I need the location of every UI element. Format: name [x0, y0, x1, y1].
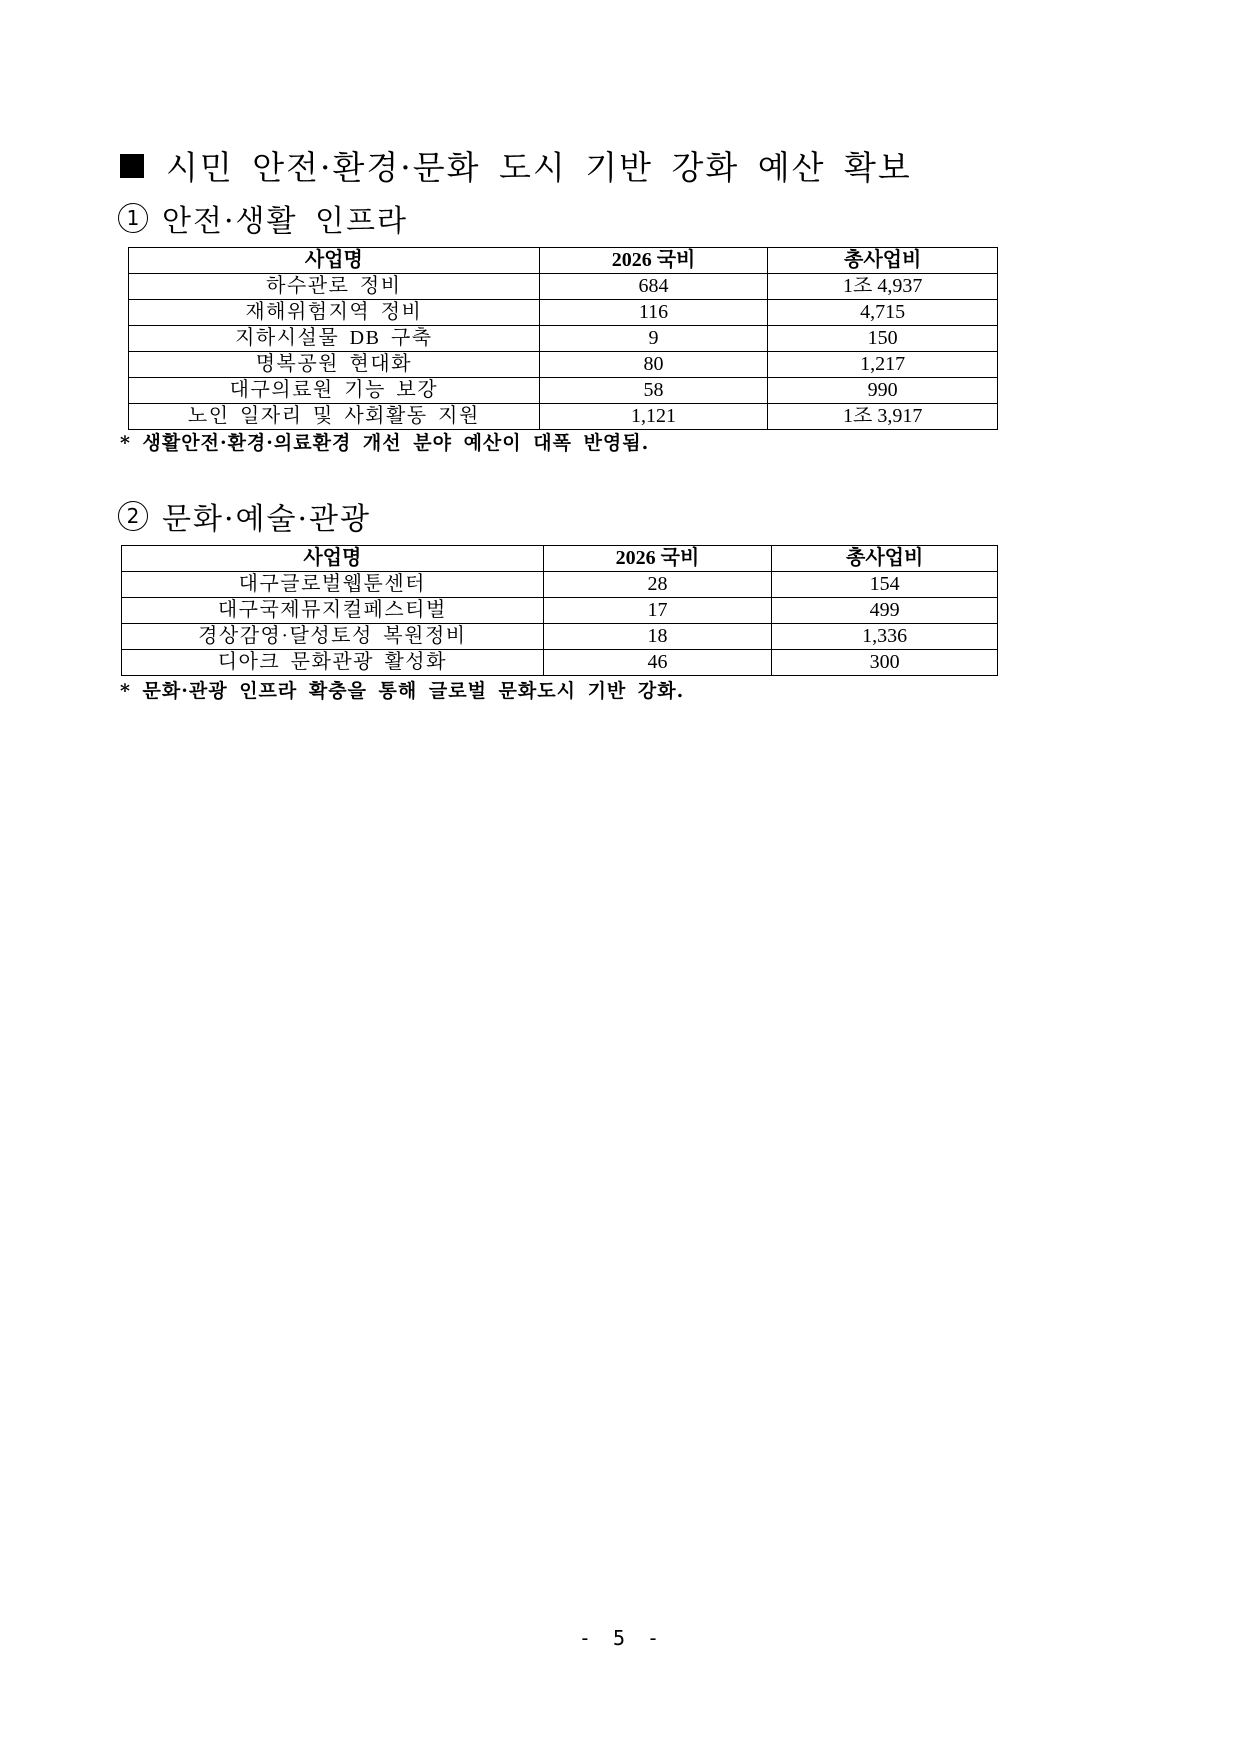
table-row — [122, 572, 998, 598]
total-cost-cell: 4,715 — [768, 300, 998, 326]
national-budget-cell: 116 — [539, 300, 768, 326]
table-row — [129, 326, 998, 352]
section-2-title: 문화·예술·관광 — [162, 502, 371, 537]
culture-tourism-table — [121, 545, 998, 676]
national-budget-cell: 9 — [539, 326, 768, 352]
national-budget-cell: 28 — [543, 572, 772, 598]
total-cost-cell: 150 — [768, 326, 998, 352]
total-cost-cell: 154 — [772, 572, 998, 598]
header-2026-national-budget: 2026 국비 — [539, 248, 768, 274]
section-2-heading — [118, 494, 371, 538]
table-row — [122, 650, 998, 676]
national-budget-cell: 80 — [539, 352, 768, 378]
project-name-cell: 대구국제뮤지컬페스티벌 — [122, 598, 544, 624]
national-budget-cell: 58 — [539, 378, 768, 404]
project-name-cell: 하수관로 정비 — [129, 274, 540, 300]
section-2-note: * 문화·관광 인프라 확충을 통해 글로벌 문화도시 기반 강화. — [120, 680, 685, 702]
project-name-cell: 지하시설물 DB 구축 — [129, 326, 540, 352]
national-budget-cell: 684 — [539, 274, 768, 300]
table-header-row — [122, 546, 998, 572]
table-row — [129, 378, 998, 404]
total-cost-cell: 1조 3,917 — [768, 404, 998, 430]
national-budget-cell: 18 — [543, 624, 772, 650]
national-budget-cell: 17 — [543, 598, 772, 624]
table-row — [122, 624, 998, 650]
header-project-name: 사업명 — [129, 248, 540, 274]
circled-number-icon: 1 — [118, 203, 148, 233]
section-1-note: * 생활안전·환경·의료환경 개선 분야 예산이 대폭 반영됨. — [120, 432, 650, 454]
table-row — [129, 404, 998, 430]
total-cost-cell: 990 — [768, 378, 998, 404]
project-name-cell: 경상감영·달성토성 복원정비 — [122, 624, 544, 650]
project-name-cell: 대구의료원 기능 보강 — [129, 378, 540, 404]
circled-number-icon: 2 — [118, 501, 148, 531]
project-name-cell: 디아크 문화관광 활성화 — [122, 650, 544, 676]
header-total-project-cost: 총사업비 — [772, 546, 998, 572]
header-2026-national-budget: 2026 국비 — [543, 546, 772, 572]
black-square-icon — [120, 154, 144, 178]
table-header-row — [129, 248, 998, 274]
section-1-title: 안전·생활 인프라 — [162, 204, 408, 239]
total-cost-cell: 499 — [772, 598, 998, 624]
total-cost-cell: 1,336 — [772, 624, 998, 650]
section-1-heading — [118, 196, 408, 240]
table-row — [122, 598, 998, 624]
project-name-cell: 대구글로벌웹툰센터 — [122, 572, 544, 598]
national-budget-cell: 46 — [543, 650, 772, 676]
header-project-name: 사업명 — [122, 546, 544, 572]
total-cost-cell: 1,217 — [768, 352, 998, 378]
national-budget-cell: 1,121 — [539, 404, 768, 430]
project-name-cell: 명복공원 현대화 — [129, 352, 540, 378]
main-heading-text: 시민 안전·환경·문화 도시 기반 강화 예산 확보 — [166, 148, 912, 187]
table-row — [129, 300, 998, 326]
project-name-cell: 노인 일자리 및 사회활동 지원 — [129, 404, 540, 430]
page-number: - 5 - — [578, 1626, 662, 1650]
table-row — [129, 274, 998, 300]
safety-infrastructure-table — [128, 247, 998, 430]
total-cost-cell: 300 — [772, 650, 998, 676]
project-name-cell: 재해위험지역 정비 — [129, 300, 540, 326]
table-row — [129, 352, 998, 378]
header-total-project-cost: 총사업비 — [768, 248, 998, 274]
main-heading — [120, 142, 912, 189]
total-cost-cell: 1조 4,937 — [768, 274, 998, 300]
